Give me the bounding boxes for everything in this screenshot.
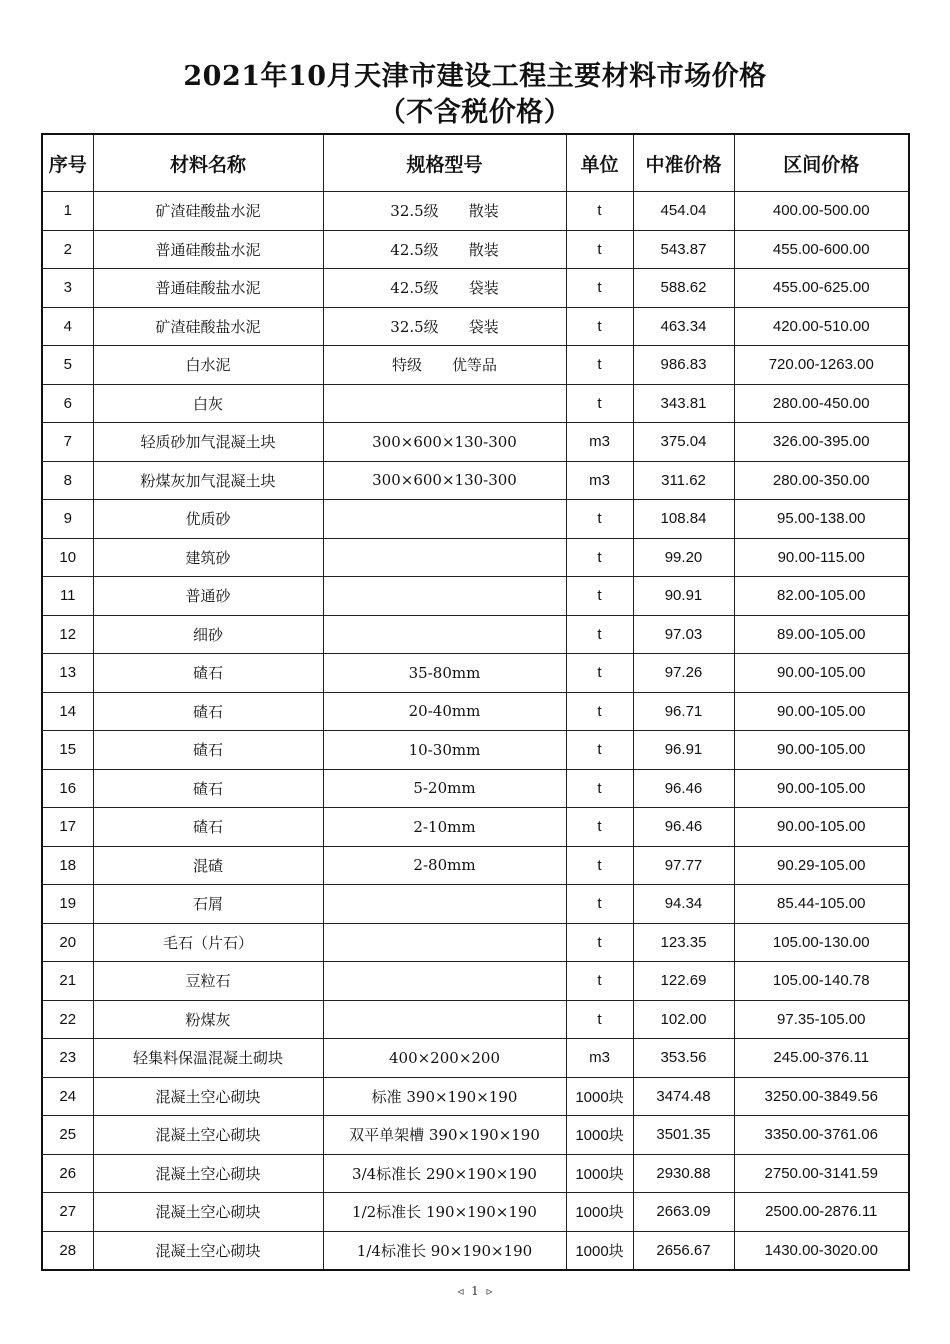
cell-unit: t: [566, 808, 633, 847]
table-row: [42, 1077, 909, 1116]
cell-material-name: 轻集料保温混凝土砌块: [93, 1039, 323, 1078]
cell-spec: [323, 1231, 566, 1270]
cell-unit: m3: [566, 461, 633, 500]
table-row: [42, 307, 909, 346]
cell-mid-price: 102.00: [633, 1000, 734, 1039]
cell-material-name: 混凝土空心砌块: [93, 1231, 323, 1270]
col-header-no: 序号: [42, 134, 93, 192]
cell-mid-price: 97.26: [633, 654, 734, 693]
spec-part: 32.5级: [390, 202, 439, 221]
spec-part: 双平单架槽 390×190×190: [349, 1126, 540, 1145]
cell-spec: [323, 808, 566, 847]
cell-unit: 1000块: [566, 1154, 633, 1193]
cell-range-price: 2750.00-3141.59: [734, 1154, 909, 1193]
spec-part: 散装: [468, 240, 499, 259]
col-header-range-price: 区间价格: [734, 134, 909, 192]
spec-part: 1/4标准长 90×190×190: [356, 1241, 533, 1260]
cell-spec: [323, 1000, 566, 1039]
table-row: [42, 1116, 909, 1155]
spec-part: 20-40mm: [408, 702, 481, 721]
cell-mid-price: 2656.67: [633, 1231, 734, 1270]
cell-range-price: 326.00-395.00: [734, 423, 909, 462]
cell-range-price: 105.00-130.00: [734, 923, 909, 962]
cell-unit: 1000块: [566, 1193, 633, 1232]
cell-spec: [323, 1077, 566, 1116]
cell-mid-price: 123.35: [633, 923, 734, 962]
cell-no: 10: [42, 538, 93, 577]
table-row: [42, 885, 909, 924]
cell-range-price: 3350.00-3761.06: [734, 1116, 909, 1155]
cell-spec: [323, 269, 566, 308]
spec-part: 2-80mm: [413, 856, 476, 875]
cell-material-name: 矿渣硅酸盐水泥: [93, 192, 323, 231]
cell-no: 26: [42, 1154, 93, 1193]
cell-no: 19: [42, 885, 93, 924]
cell-material-name: 普通硅酸盐水泥: [93, 269, 323, 308]
page-footer: [0, 1284, 950, 1298]
cell-no: 25: [42, 1116, 93, 1155]
cell-no: 4: [42, 307, 93, 346]
cell-spec: [323, 1039, 566, 1078]
cell-range-price: 3250.00-3849.56: [734, 1077, 909, 1116]
cell-range-price: 97.35-105.00: [734, 1000, 909, 1039]
cell-unit: t: [566, 500, 633, 539]
cell-spec: [323, 384, 566, 423]
page-number: 1: [471, 1284, 479, 1298]
table-row: [42, 1193, 909, 1232]
cell-mid-price: 463.34: [633, 307, 734, 346]
cell-range-price: 455.00-600.00: [734, 230, 909, 269]
cell-unit: t: [566, 769, 633, 808]
table-row: [42, 654, 909, 693]
table-row: [42, 500, 909, 539]
cell-spec: [323, 654, 566, 693]
table-row: [42, 769, 909, 808]
cell-material-name: 碴石: [93, 731, 323, 770]
cell-no: 13: [42, 654, 93, 693]
cell-material-name: 混凝土空心砌块: [93, 1193, 323, 1232]
spec-part: 2-10mm: [413, 817, 476, 836]
cell-range-price: 720.00-1263.00: [734, 346, 909, 385]
table-row: [42, 230, 909, 269]
cell-range-price: 90.00-105.00: [734, 769, 909, 808]
cell-mid-price: 454.04: [633, 192, 734, 231]
cell-range-price: 90.00-115.00: [734, 538, 909, 577]
spec-part: 300×600×130-300: [372, 471, 517, 490]
cell-material-name: 粉煤灰加气混凝土块: [93, 461, 323, 500]
cell-mid-price: 96.46: [633, 808, 734, 847]
cell-mid-price: 3501.35: [633, 1116, 734, 1155]
col-header-name: 材料名称: [93, 134, 323, 192]
table-row: [42, 538, 909, 577]
spec-part: 300×600×130-300: [372, 432, 517, 451]
cell-no: 28: [42, 1231, 93, 1270]
table-header-row: [42, 134, 909, 192]
cell-spec: [323, 615, 566, 654]
cell-mid-price: 2663.09: [633, 1193, 734, 1232]
cell-range-price: 1430.00-3020.00: [734, 1231, 909, 1270]
table-row: [42, 423, 909, 462]
cell-mid-price: 96.71: [633, 692, 734, 731]
cell-mid-price: 96.46: [633, 769, 734, 808]
cell-spec: [323, 307, 566, 346]
cell-spec: [323, 923, 566, 962]
cell-unit: t: [566, 692, 633, 731]
cell-mid-price: 343.81: [633, 384, 734, 423]
cell-material-name: 普通砂: [93, 577, 323, 616]
table-row: [42, 923, 909, 962]
cell-range-price: 400.00-500.00: [734, 192, 909, 231]
cell-range-price: 95.00-138.00: [734, 500, 909, 539]
cell-spec: [323, 1116, 566, 1155]
cell-no: 16: [42, 769, 93, 808]
cell-no: 20: [42, 923, 93, 962]
cell-mid-price: 588.62: [633, 269, 734, 308]
cell-unit: t: [566, 577, 633, 616]
cell-spec: [323, 885, 566, 924]
cell-spec: [323, 1193, 566, 1232]
cell-spec: [323, 769, 566, 808]
cell-spec: [323, 423, 566, 462]
cell-unit: t: [566, 269, 633, 308]
cell-material-name: 白水泥: [93, 346, 323, 385]
cell-mid-price: 94.34: [633, 885, 734, 924]
cell-range-price: 105.00-140.78: [734, 962, 909, 1001]
cell-mid-price: 3474.48: [633, 1077, 734, 1116]
spec-part: 标准 390×190×190: [371, 1087, 518, 1106]
cell-mid-price: 108.84: [633, 500, 734, 539]
cell-range-price: 89.00-105.00: [734, 615, 909, 654]
cell-no: 9: [42, 500, 93, 539]
spec-part: 3/4标准长 290×190×190: [352, 1164, 537, 1183]
cell-material-name: 碴石: [93, 808, 323, 847]
cell-material-name: 毛石（片石）: [93, 923, 323, 962]
cell-no: 17: [42, 808, 93, 847]
table-row: [42, 577, 909, 616]
cell-mid-price: 122.69: [633, 962, 734, 1001]
cell-material-name: 建筑砂: [93, 538, 323, 577]
page-next-mark: ▹: [486, 1284, 493, 1298]
cell-unit: t: [566, 885, 633, 924]
cell-no: 22: [42, 1000, 93, 1039]
cell-unit: t: [566, 1000, 633, 1039]
cell-range-price: 420.00-510.00: [734, 307, 909, 346]
cell-unit: 1000块: [566, 1077, 633, 1116]
cell-spec: [323, 577, 566, 616]
spec-part: 35-80mm: [408, 663, 481, 682]
cell-material-name: 豆粒石: [93, 962, 323, 1001]
cell-spec: [323, 846, 566, 885]
cell-material-name: 石屑: [93, 885, 323, 924]
cell-material-name: 细砂: [93, 615, 323, 654]
cell-no: 21: [42, 962, 93, 1001]
cell-range-price: 280.00-450.00: [734, 384, 909, 423]
cell-unit: 1000块: [566, 1116, 633, 1155]
cell-range-price: 280.00-350.00: [734, 461, 909, 500]
cell-mid-price: 97.03: [633, 615, 734, 654]
cell-no: 27: [42, 1193, 93, 1232]
cell-mid-price: 311.62: [633, 461, 734, 500]
cell-mid-price: 96.91: [633, 731, 734, 770]
table-row: [42, 384, 909, 423]
cell-unit: t: [566, 654, 633, 693]
spec-part: 32.5级: [390, 317, 439, 336]
table-body: [42, 192, 909, 1271]
table-row: [42, 615, 909, 654]
cell-range-price: 90.00-105.00: [734, 808, 909, 847]
cell-material-name: 优质砂: [93, 500, 323, 539]
price-table: [41, 133, 910, 1271]
cell-mid-price: 543.87: [633, 230, 734, 269]
table-row: [42, 1154, 909, 1193]
table-row: [42, 192, 909, 231]
table-row: [42, 1000, 909, 1039]
cell-no: 3: [42, 269, 93, 308]
cell-no: 2: [42, 230, 93, 269]
cell-no: 23: [42, 1039, 93, 1078]
cell-spec: [323, 346, 566, 385]
cell-unit: m3: [566, 1039, 633, 1078]
page-subtitle: （不含税价格）: [378, 97, 572, 128]
cell-mid-price: 375.04: [633, 423, 734, 462]
cell-mid-price: 99.20: [633, 538, 734, 577]
cell-mid-price: 986.83: [633, 346, 734, 385]
cell-range-price: 90.00-105.00: [734, 692, 909, 731]
table-row: [42, 808, 909, 847]
col-header-unit: 单位: [566, 134, 633, 192]
cell-range-price: 90.00-105.00: [734, 654, 909, 693]
cell-no: 1: [42, 192, 93, 231]
table-row: [42, 846, 909, 885]
table-row: [42, 731, 909, 770]
cell-mid-price: 353.56: [633, 1039, 734, 1078]
cell-material-name: 碴石: [93, 654, 323, 693]
col-header-mid-price: 中准价格: [633, 134, 734, 192]
cell-spec: [323, 538, 566, 577]
spec-part: 10-30mm: [408, 740, 481, 759]
cell-material-name: 混凝土空心砌块: [93, 1077, 323, 1116]
spec-part: 优等品: [452, 356, 498, 375]
cell-no: 8: [42, 461, 93, 500]
spec-part: 特级: [391, 356, 422, 375]
cell-material-name: 碴石: [93, 769, 323, 808]
cell-no: 6: [42, 384, 93, 423]
cell-spec: [323, 692, 566, 731]
spec-part: 42.5级: [390, 279, 439, 298]
cell-spec: [323, 1154, 566, 1193]
cell-material-name: 白灰: [93, 384, 323, 423]
table-row: [42, 1231, 909, 1270]
cell-unit: t: [566, 192, 633, 231]
cell-range-price: 455.00-625.00: [734, 269, 909, 308]
cell-unit: t: [566, 923, 633, 962]
cell-material-name: 轻质砂加气混凝土块: [93, 423, 323, 462]
cell-unit: t: [566, 307, 633, 346]
cell-unit: t: [566, 846, 633, 885]
cell-unit: t: [566, 384, 633, 423]
cell-unit: t: [566, 230, 633, 269]
cell-material-name: 普通硅酸盐水泥: [93, 230, 323, 269]
cell-unit: t: [566, 962, 633, 1001]
cell-range-price: 82.00-105.00: [734, 577, 909, 616]
page-prev-mark: ◃: [457, 1284, 464, 1298]
spec-part: 400×200×200: [388, 1048, 501, 1067]
cell-range-price: 2500.00-2876.11: [734, 1193, 909, 1232]
cell-range-price: 90.29-105.00: [734, 846, 909, 885]
cell-material-name: 混凝土空心砌块: [93, 1154, 323, 1193]
cell-unit: t: [566, 615, 633, 654]
cell-material-name: 混碴: [93, 846, 323, 885]
cell-unit: t: [566, 346, 633, 385]
table-row: [42, 1039, 909, 1078]
cell-unit: t: [566, 731, 633, 770]
cell-mid-price: 97.77: [633, 846, 734, 885]
cell-no: 15: [42, 731, 93, 770]
cell-no: 12: [42, 615, 93, 654]
cell-range-price: 90.00-105.00: [734, 731, 909, 770]
col-header-spec: 规格型号: [323, 134, 566, 192]
page-title: 2021年10月天津市建设工程主要材料市场价格: [183, 61, 767, 92]
cell-no: 18: [42, 846, 93, 885]
cell-spec: [323, 230, 566, 269]
cell-material-name: 粉煤灰: [93, 1000, 323, 1039]
cell-spec: [323, 192, 566, 231]
cell-spec: [323, 461, 566, 500]
cell-material-name: 矿渣硅酸盐水泥: [93, 307, 323, 346]
cell-mid-price: 90.91: [633, 577, 734, 616]
spec-part: 5-20mm: [413, 779, 476, 798]
table-row: [42, 346, 909, 385]
cell-unit: m3: [566, 423, 633, 462]
cell-no: 14: [42, 692, 93, 731]
cell-unit: 1000块: [566, 1231, 633, 1270]
cell-spec: [323, 962, 566, 1001]
cell-no: 7: [42, 423, 93, 462]
cell-range-price: 245.00-376.11: [734, 1039, 909, 1078]
spec-part: 袋装: [468, 279, 499, 298]
table-row: [42, 269, 909, 308]
spec-part: 1/2标准长 190×190×190: [352, 1203, 537, 1222]
cell-spec: [323, 500, 566, 539]
cell-range-price: 85.44-105.00: [734, 885, 909, 924]
spec-part: 袋装: [468, 317, 499, 336]
cell-material-name: 混凝土空心砌块: [93, 1116, 323, 1155]
cell-no: 5: [42, 346, 93, 385]
cell-material-name: 碴石: [93, 692, 323, 731]
spec-part: 42.5级: [390, 240, 439, 259]
table-row: [42, 461, 909, 500]
cell-mid-price: 2930.88: [633, 1154, 734, 1193]
cell-unit: t: [566, 538, 633, 577]
cell-spec: [323, 731, 566, 770]
spec-part: 散装: [468, 202, 499, 221]
cell-no: 24: [42, 1077, 93, 1116]
cell-no: 11: [42, 577, 93, 616]
table-row: [42, 692, 909, 731]
table-row: [42, 962, 909, 1001]
